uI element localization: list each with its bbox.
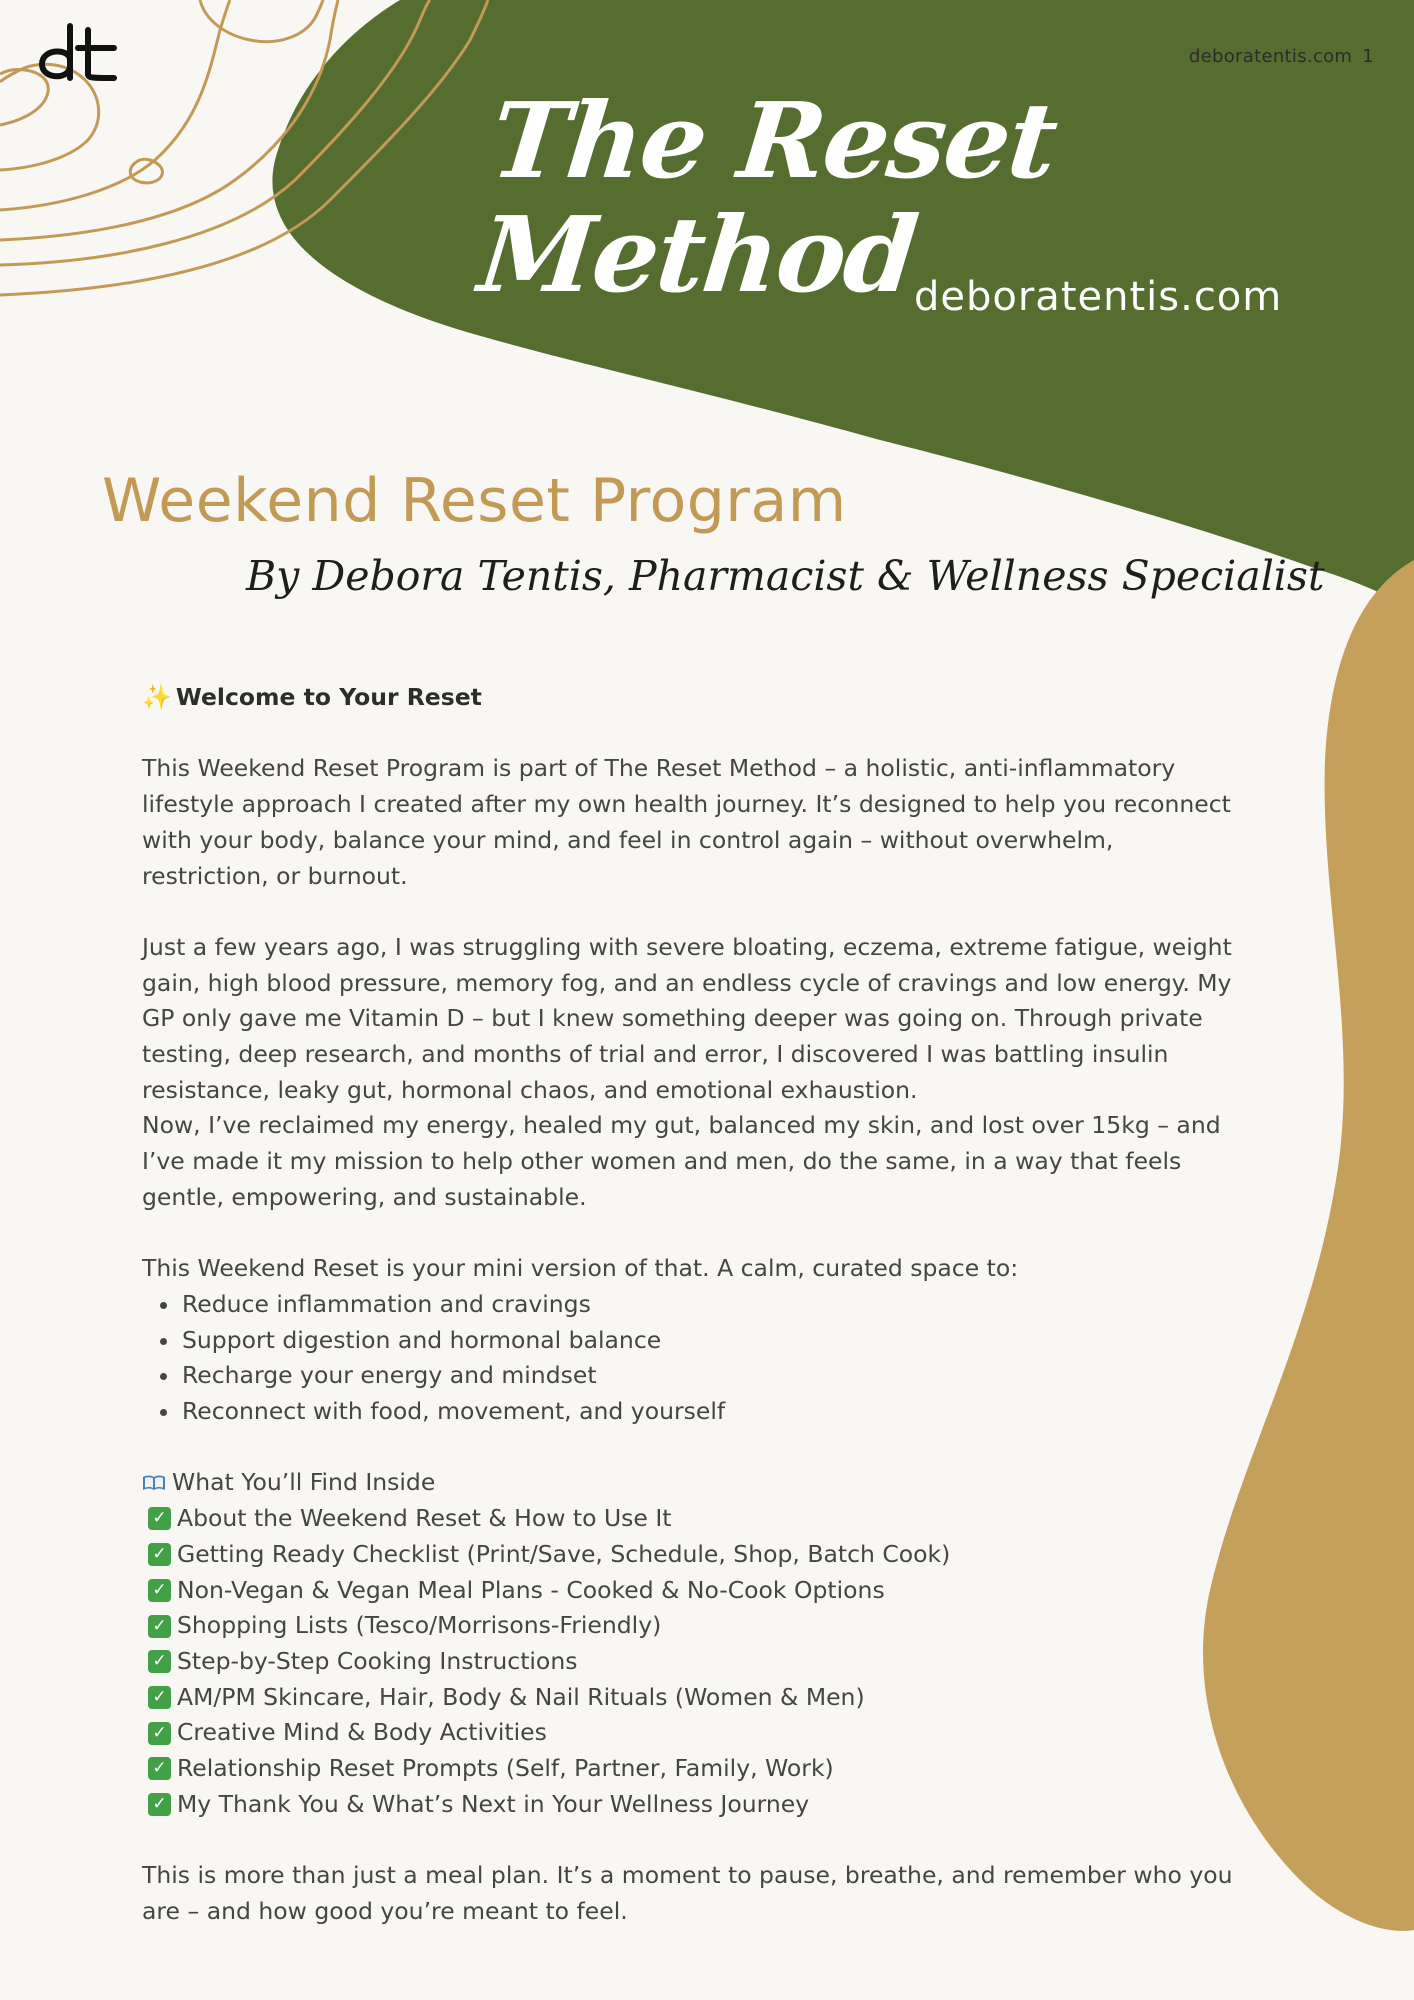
list-item	[142, 1751, 1242, 1787]
check-mark-icon: ✓	[148, 1686, 171, 1709]
check-mark-icon: ✓	[148, 1793, 171, 1816]
list-item	[142, 1644, 1242, 1680]
list-item-text: AM/PM Skincare, Hair, Body & Nail Rituals (Women & Men)	[177, 1682, 865, 1711]
inside-heading	[142, 1465, 1242, 1501]
closing-paragraph: This is more than just a meal plan. It’s a moment to pause, breathe, and remember who you are – and how good you’re meant to feel.	[142, 1861, 1233, 1925]
check-mark-icon: ✓	[148, 1507, 171, 1530]
check-mark-icon: ✓	[148, 1579, 171, 1602]
list-item	[142, 1715, 1242, 1751]
list-item-text: Non-Vegan & Vegan Meal Plans - Cooked & No-Cook Options	[177, 1575, 885, 1604]
check-mark-icon: ✓	[148, 1650, 171, 1673]
inside-heading-text: What You’ll Find Inside	[172, 1468, 436, 1497]
list-item-text: Getting Ready Checklist (Print/Save, Schedule, Shop, Batch Cook)	[177, 1539, 951, 1568]
list-item	[142, 1537, 1242, 1573]
list-item	[142, 1787, 1242, 1823]
list-item: Reduce inflammation and cravings	[156, 1287, 1242, 1323]
list-item-text: Step-by-Step Cooking Instructions	[177, 1646, 578, 1675]
check-mark-icon: ✓	[148, 1615, 171, 1638]
list-item-text: About the Weekend Reset & How to Use It	[177, 1504, 672, 1533]
welcome-heading	[142, 680, 1242, 716]
check-mark-icon: ✓	[148, 1543, 171, 1566]
header-url-text[interactable]: deboratentis.com	[1188, 46, 1353, 67]
list-item-text: Shopping Lists (Tesco/Morrisons-Friendly)	[177, 1611, 662, 1640]
byline: By Debora Tentis, Pharmacist & Wellness Specialist	[246, 552, 1325, 600]
check-mark-icon: ✓	[148, 1757, 171, 1780]
list-item: Support digestion and hormonal balance	[156, 1323, 1242, 1359]
list-item	[142, 1501, 1242, 1537]
benefits-list	[142, 1287, 1242, 1430]
list-item	[142, 1608, 1242, 1644]
content-body	[142, 680, 1242, 1930]
contents-checklist	[142, 1501, 1242, 1822]
mini-paragraph: This Weekend Reset is your mini version of that. A calm, curated space to:	[142, 1254, 1019, 1283]
list-item-text: My Thank You & What’s Next in Your Wellness Journey	[177, 1789, 810, 1818]
list-item-text: Creative Mind & Body Activities	[177, 1718, 547, 1747]
script-title: The Reset Method	[473, 79, 1062, 317]
list-item	[142, 1680, 1242, 1716]
list-item-text: Relationship Reset Prompts (Self, Partner, Family, Work)	[177, 1754, 834, 1783]
check-mark-icon: ✓	[148, 1722, 171, 1745]
sparkles-icon: ✨	[142, 683, 172, 711]
now-paragraph: Now, I’ve reclaimed my energy, healed my gut, balanced my skin, and lost over 15kg – and I’ve made it my mission to help other women and men, do the same, in a way that feels gentle, empowering, and sustainable.	[142, 1111, 1221, 1211]
open-book-icon	[142, 1474, 166, 1492]
header-site-url[interactable]	[1189, 46, 1374, 67]
intro-paragraph: This Weekend Reset Program is part of The Reset Method – a holistic, anti-inflammatory lifestyle approach I created after my own health journey. It’s designed to help you reconnect with your body, balance your mind, and feel in control again – without overwhelm, restriction, or burnout.	[142, 754, 1231, 890]
list-item: Reconnect with food, movement, and yourself	[156, 1394, 1242, 1430]
dt-logo-icon	[38, 22, 118, 86]
page-number: 1	[1362, 46, 1374, 67]
story-paragraph: Just a few years ago, I was struggling with severe bloating, eczema, extreme fatigue, weight gain, high blood pressure, memory fog, and an endless cycle of cravings and low energy. My GP only gave me Vitamin D – but I knew something deeper was going on. Through private testing, deep research, and months of trial and error, I discovered I was battling insulin resistance, leaky gut, hormonal chaos, and emotional exhaustion.	[142, 932, 1232, 1104]
hero-url[interactable]: deboratentis.com	[914, 274, 1283, 320]
page-title: Weekend Reset Program	[102, 466, 847, 536]
list-item: Recharge your energy and mindset	[156, 1358, 1242, 1394]
welcome-heading-text: Welcome to Your Reset	[175, 683, 482, 711]
list-item	[142, 1573, 1242, 1609]
